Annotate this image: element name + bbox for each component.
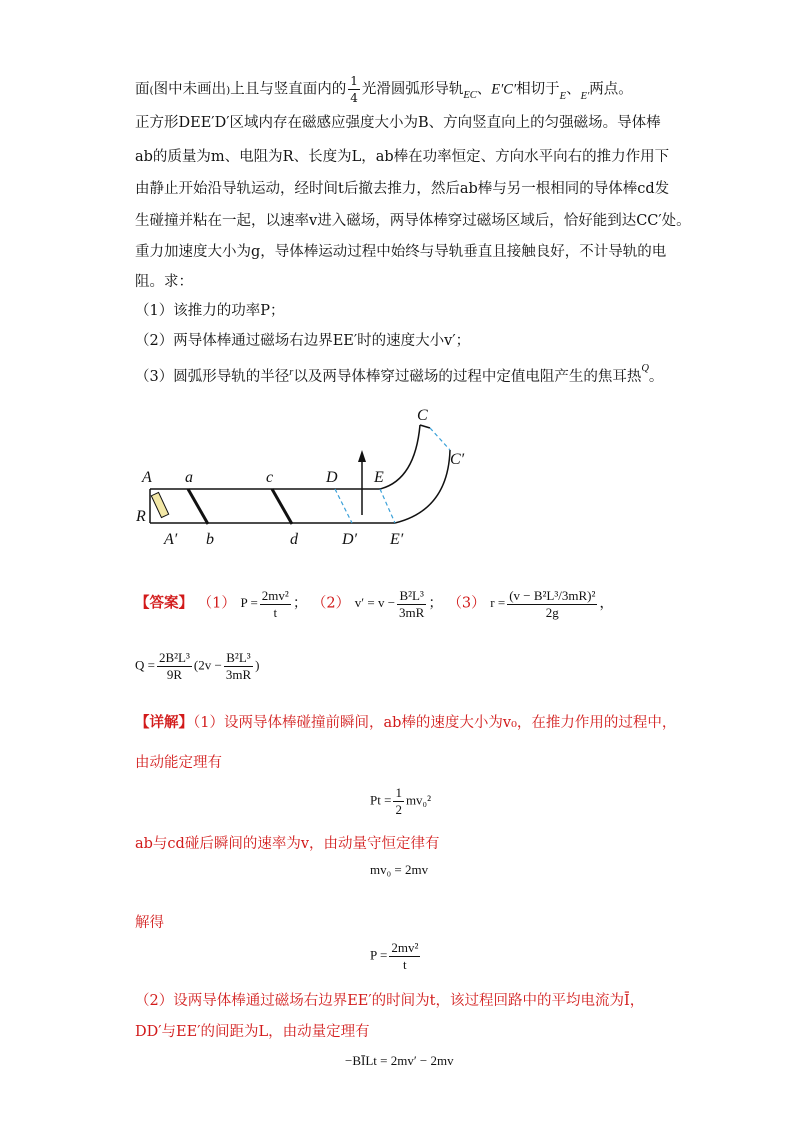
detail-tag: 【详解】 bbox=[135, 714, 193, 731]
question-3: （3）圆弧形导轨的半径$^r$以及两导体棒穿过磁场的过程中定值电阻产生的焦耳热$^Q$。 bbox=[135, 363, 664, 385]
paren: ) bbox=[226, 84, 231, 97]
fraction-quarter: $\frac{1}{4}$ bbox=[350, 74, 358, 105]
dashed-dd-prime bbox=[335, 489, 352, 523]
resistor bbox=[151, 492, 168, 517]
label-c: c bbox=[266, 469, 274, 486]
detail-line-5: （2）设两导体棒通过磁场右边界EE′的时间为t，该过程回路中的平均电流为Ī， bbox=[135, 993, 645, 1009]
problem-line-3: ab的质量为m、电阻为R、长度为L，ab棒在功率恒定、方向水平向右的推力作用下 bbox=[135, 149, 670, 165]
paren: ( bbox=[149, 84, 154, 97]
arc-rail-ec-prime bbox=[395, 450, 450, 523]
label-C-prime: C′ bbox=[450, 451, 465, 468]
label-D-prime: D′ bbox=[342, 531, 358, 548]
label-E: E bbox=[374, 469, 384, 486]
rail-diagram bbox=[130, 400, 480, 560]
answer-4: Q = $\frac{\text{2B²L³}}{9R}$ (2v − $\frac{\text{B²L³}}{3mR}$ ) bbox=[135, 650, 260, 682]
note-text: 图中未画出 bbox=[153, 81, 227, 98]
detail-line-2: 由动能定理有 bbox=[135, 755, 222, 771]
text-fragment: 光滑圆弧形导轨 bbox=[361, 81, 464, 98]
problem-line-5: 生碰撞并粘在一起，以速率v进入磁场，两导体棒穿过磁场区域后，恰好能到达CC′处。 bbox=[135, 213, 691, 229]
arc-top-edge bbox=[420, 425, 430, 428]
equation-2: mv₀ = 2mv bbox=[370, 862, 429, 877]
label-A: A bbox=[142, 469, 152, 486]
detail-line-3: ab与cd碰后瞬间的速率为v，由动量守恒定律有 bbox=[135, 836, 440, 852]
rod-ab bbox=[188, 489, 208, 524]
text-fragment: 面 bbox=[135, 81, 150, 98]
text-fragment: 上且与竖直面内的 bbox=[230, 81, 347, 98]
label-D: D bbox=[326, 469, 338, 486]
rod-cd bbox=[272, 489, 292, 524]
answer-tag: 【答案】 bbox=[135, 594, 193, 612]
rail-label: EC bbox=[463, 89, 477, 101]
answer-3: r = $\frac{\text{(v − B²L³/3mR)²}}{2g}$ bbox=[490, 588, 596, 620]
problem-line-2: 正方形DEE′D′区域内存在磁感应强度大小为B、方向竖直向上的匀强磁场。导体棒 bbox=[135, 115, 661, 131]
arc-rail-ec bbox=[380, 425, 420, 489]
detail-line-1: 【详解】（1）设两导体棒碰撞前瞬间，ab棒的速度大小为v₀，在推力作用的过程中， bbox=[135, 714, 677, 731]
dashed-cc-prime bbox=[430, 428, 450, 450]
answer-1: P = $\frac{\text{2mv²}}{t}$ bbox=[240, 588, 289, 620]
label-A-prime: A′ bbox=[164, 531, 178, 548]
rail-label: E′C′ bbox=[491, 81, 517, 98]
label-a: a bbox=[185, 469, 193, 486]
answer-line-1: 【答案】 （1） P = $\frac{\text{2mv²}}{t}$ ； （2） v′ = v − $\frac{\text{B²L³}}{3mR}$ ； （3） r = $\frac{\text{(v − B²L³/3mR)²}}{2g}$ ， bbox=[135, 588, 614, 620]
rails bbox=[150, 425, 450, 523]
label-R: R bbox=[136, 508, 146, 525]
field-arrow-head bbox=[358, 450, 366, 462]
label-d: d bbox=[290, 531, 298, 548]
detail-line-4: 解得 bbox=[135, 915, 164, 931]
detail-line-6: DD′与EE′的间距为L，由动量定理有 bbox=[135, 1024, 370, 1040]
label-E-prime: E′ bbox=[390, 531, 404, 548]
problem-line-4: 由静止开始沿导轨运动，经时间t后撤去推力，然后ab棒与另一根相同的导体棒cd发 bbox=[135, 181, 670, 197]
question-1: （1）该推力的功率P； bbox=[135, 303, 285, 319]
equation-3: P = $\frac{\text{2mv²}}{t}$ bbox=[370, 940, 419, 972]
answer-2: v′ = v − $\frac{\text{B²L³}}{3mR}$ bbox=[354, 588, 425, 620]
problem-line-1: 面(图中未画出)上且与竖直面内的 $\frac{1}{4}$ 光滑圆弧形导轨$_{EC}$、E′C′相切于$_E$、$_{E'}$两点。 bbox=[135, 74, 633, 105]
label-C: C bbox=[417, 407, 428, 424]
equation-4: −BĪLt = 2mv′ − 2mv bbox=[345, 1053, 454, 1068]
problem-line-6: 重力加速度大小为g，导体棒运动过程中始终与导轨垂直且接触良好，不计导轨的电 bbox=[135, 244, 667, 260]
label-b: b bbox=[206, 531, 214, 548]
question-2: （2）两导体棒通过磁场右边界EE′时的速度大小v′； bbox=[135, 333, 471, 349]
equation-1: Pt = $\frac{1}{2}$ mv₀² bbox=[370, 785, 431, 817]
dashed-ee-prime bbox=[380, 489, 395, 523]
problem-line-7: 阻。求： bbox=[135, 274, 193, 290]
